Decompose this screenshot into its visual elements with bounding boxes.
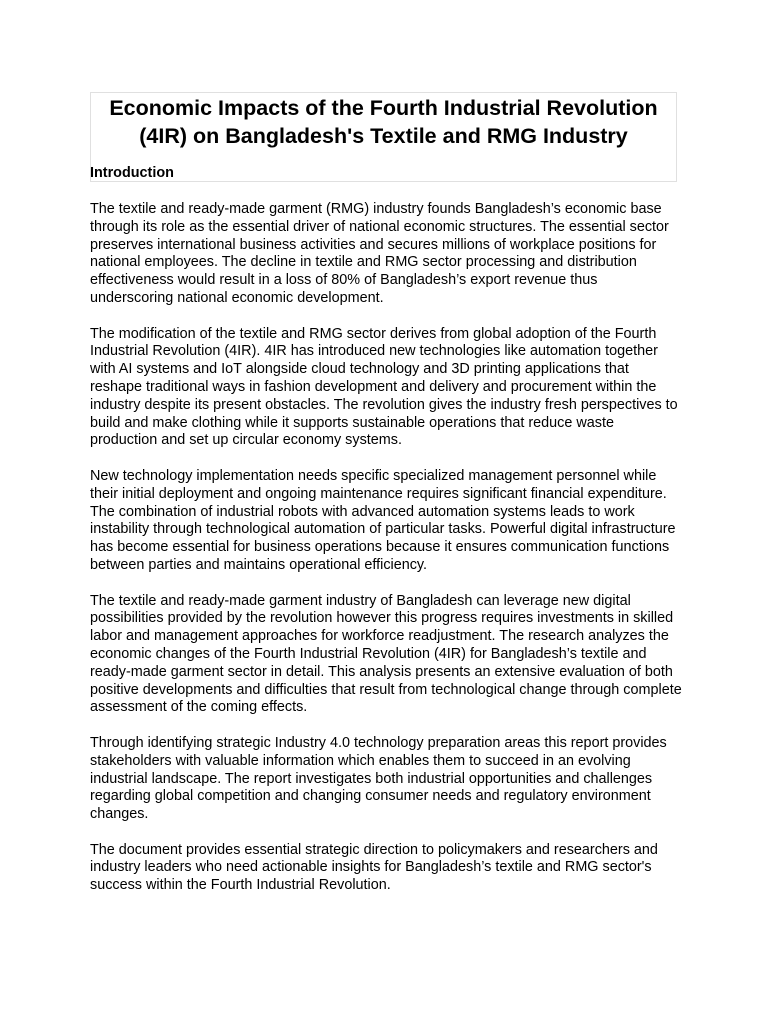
paragraph: Through identifying strategic Industry 4.0 technology preparation areas this report provides stakeholders with valuable information which enables them to succeed in an evolving industrial landscape. The report investigates both industrial opportunities and challenges regarding global competition and changing consumer needs and regulatory environment changes.	[90, 734, 667, 823]
paragraph: The document provides essential strategic direction to policymakers and researchers and industry leaders who need actionable insights for Bangladesh’s textile and RMG sector's success within the Fourth Industrial Revolution.	[90, 841, 658, 894]
body-text	[90, 201, 682, 913]
paragraph: The modification of the textile and RMG sector derives from global adoption of the Fourth Industrial Revolution (4IR). 4IR has introduced new technologies like automation together with AI systems and IoT alongside cloud technology and 3D printing applications that reshape traditional ways in fashion development and delivery and procurement within the industry despite its present obstacles. The revolution gives the industry fresh perspectives to build and make clothing while it supports sustainable operations that reduce waste production and set up circular economy systems.	[90, 325, 678, 449]
section-heading-introduction: Introduction	[90, 165, 174, 181]
paragraph: New technology implementation needs specific specialized management personnel while their initial deployment and ongoing maintenance requires significant financial expenditure. The combination of industrial robots with advanced automation systems leads to work instability through technological automation of particular tasks. Powerful digital infrastructure has become essential for business operations because it ensures communication functions between parties and maintains operational efficiency.	[90, 467, 676, 573]
paragraph: The textile and ready-made garment industry of Bangladesh can leverage new digital possibilities provided by the revolution however this progress requires investments in skilled labor and management approaches for workforce readjustment. The research analyzes the economic changes of the Fourth Industrial Revolution (4IR) for Bangladesh’s textile and ready-made garment sector in detail. This analysis presents an extensive evaluation of both positive developments and difficulties that result from technological change through complete assessment of the coming effects.	[90, 592, 682, 716]
document-title: Economic Impacts of the Fourth Industrial Revolution (4IR) on Bangladesh's Textile and RMG Industry	[109, 96, 658, 148]
title-box	[90, 92, 677, 182]
paragraph: The textile and ready-made garment (RMG) industry founds Bangladesh’s economic base through its role as the essential driver of national economic structures. The essential sector preserves international business activities and secures millions of workplace positions for national employees. The decline in textile and RMG sector processing and distribution effectiveness would result in a loss of 80% of Bangladesh’s export revenue thus underscoring national economic development.	[90, 201, 669, 306]
